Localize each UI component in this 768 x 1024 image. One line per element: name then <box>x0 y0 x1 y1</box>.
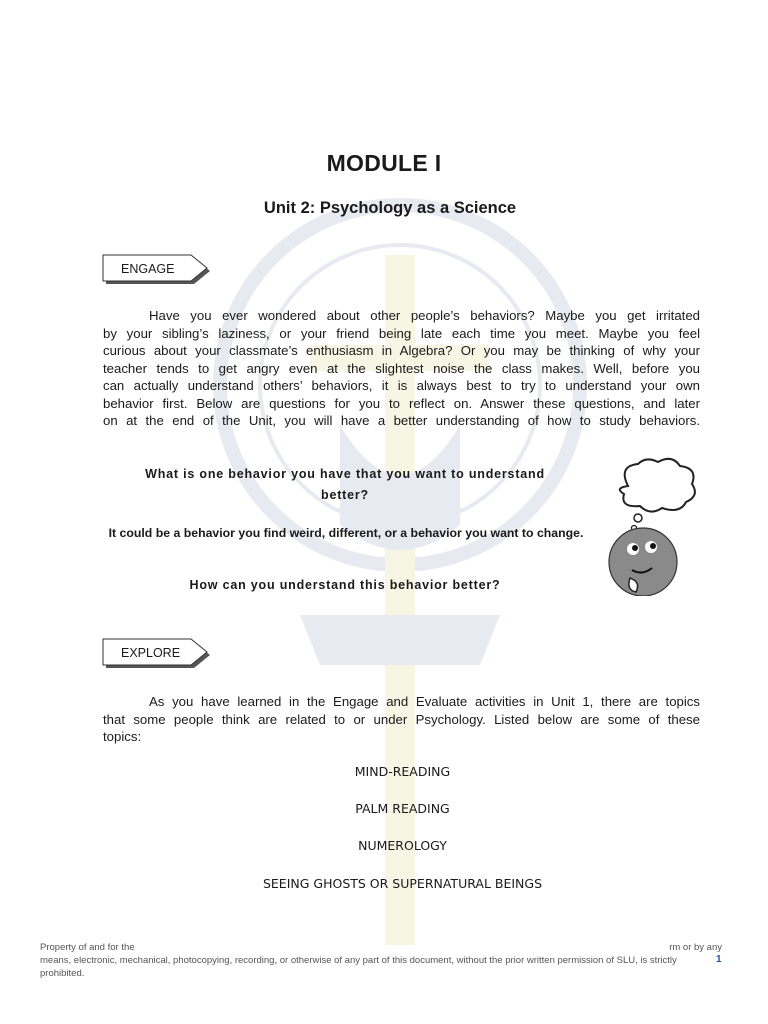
footer-line-1-left: Property of and for the <box>40 942 135 953</box>
engage-line: can actually understand others’ behaviors, it is always best to try to understand your own <box>103 378 700 393</box>
module-title: MODULE I <box>326 150 442 176</box>
explore-line: As you have learned in the Engage and Evaluate activities in Unit 1, there are topics <box>149 694 700 709</box>
engage-tag <box>102 253 214 289</box>
copyright-footer <box>40 941 722 980</box>
engage-line: Have you ever wondered about other people’s behaviors? Maybe you get irritated <box>149 308 700 323</box>
explore-paragraph <box>103 693 700 746</box>
topic-item: PALM READING <box>355 801 450 816</box>
reflection-note: It could be a behavior you find weird, different, or a behavior you want to change. <box>108 526 584 540</box>
engage-paragraph <box>103 307 700 430</box>
explore-tag-label: EXPLORE <box>121 646 181 660</box>
engage-line: curious about your classmate’s enthusiasm in Algebra? Or you may be thinking of why your <box>103 343 700 358</box>
reflection-question-1: What is one behavior you have that you want to understand better? <box>145 467 545 502</box>
engage-line: on at the end of the Unit, you will have a better understanding of how to study behaviors. <box>103 413 700 428</box>
engage-line: by your sibling’s laziness, or your friend being late each time you meet. Maybe you feel <box>103 325 700 341</box>
footer-line-2: means, electronic, mechanical, photocopying, recording, or otherwise of any part of this document, without the prior written permission of SLU, is strictly prohibited. <box>40 955 677 979</box>
reflection-question-2: How can you understand this behavior better? <box>189 578 501 592</box>
engage-line: teacher tends to get angry even at the slightest noise the class makes. Well, before you <box>103 360 700 376</box>
topic-item: SEEING GHOSTS OR SUPERNATURAL BEINGS <box>262 876 543 891</box>
thinking-face-icon <box>600 456 700 596</box>
unit-title: Unit 2: Psychology as a Science <box>263 199 517 217</box>
topic-item: NUMEROLOGY <box>358 838 447 853</box>
explore-tag <box>102 637 214 673</box>
engage-tag-label: ENGAGE <box>121 262 175 276</box>
topic-item: MIND-READING <box>354 764 451 779</box>
explore-line: that some people think are related to or under Psychology. Listed below are some of these <box>103 711 700 727</box>
page-number: 1 <box>716 954 722 965</box>
explore-line: topics: <box>103 729 142 744</box>
footer-line-1-right: rm or by any <box>669 942 722 953</box>
engage-line: behavior first. Below are questions for you to reflect on. Answer these questions, and later <box>103 395 700 411</box>
